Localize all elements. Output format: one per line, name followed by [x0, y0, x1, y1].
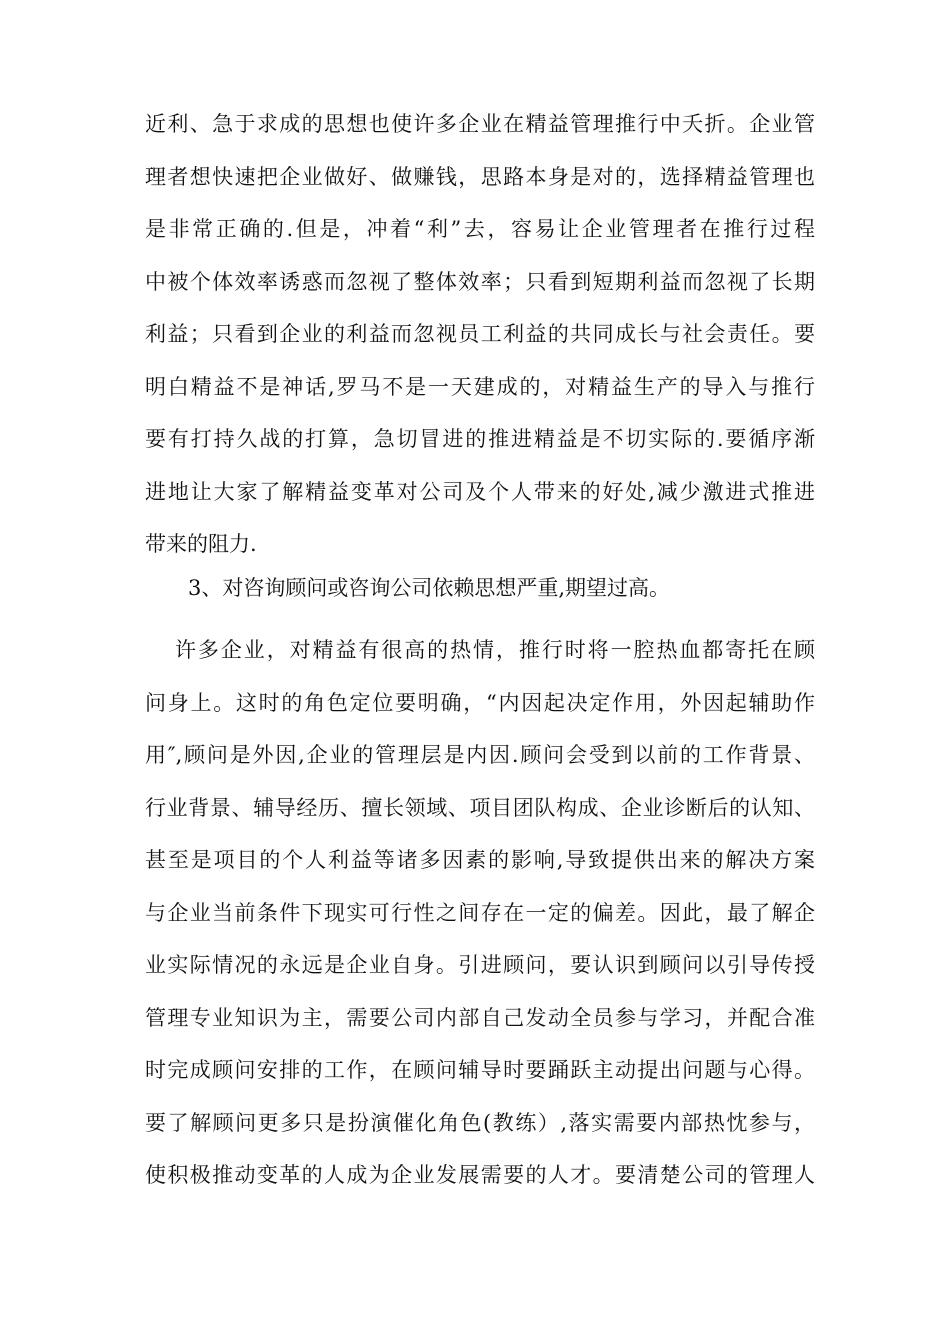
- paragraph-line: 用″,顾问是外因,企业的管理层是内因.顾问会受到以前的工作背景、: [145, 743, 815, 767]
- paragraph-line: 管理专业知识为主，需要公司内部自己发动全员参与学习，并配合准: [145, 1005, 815, 1030]
- paragraph-line: 明白精益不是神话,罗马不是一天建成的，对精益生产的导入与推行: [145, 374, 815, 399]
- paragraph-line: 利益；只看到企业的利益而忽视员工利益的共同成长与社会责任。要: [145, 322, 815, 346]
- paragraph-line: 许多企业，对精益有很高的热情，推行时将一腔热血都寄托在顾: [175, 638, 815, 662]
- paragraph-line: 使积极推动变革的人成为企业发展需要的人才。要清楚公司的管理人: [145, 1163, 815, 1187]
- paragraph-line: 中被个体效率诱惑而忽视了整体效率；只看到短期利益而忽视了长期: [145, 269, 815, 294]
- paragraph-line: 要有打持久战的打算，急切冒进的推进精益是不切实际的.要循序渐: [145, 427, 815, 451]
- paragraph-line: 理者想快速把企业做好、做赚钱，思路本身是对的，选择精益管理也: [145, 164, 815, 189]
- paragraph-line: 近利、急于求成的思想也使许多企业在精益管理推行中夭折。企业管: [145, 112, 815, 136]
- paragraph-line: 业实际情况的永远是企业自身。引进顾问，要认识到顾问以引导传授: [145, 953, 815, 977]
- paragraph-line: 问身上。这时的角色定位要明确，“内因起决定作用，外因起辅助作: [145, 690, 815, 715]
- paragraph-line: 与企业当前条件下现实可行性之间存在一定的偏差。因此，最了解企: [145, 900, 815, 925]
- paragraph-lean-management-pitfalls: [145, 98, 815, 571]
- section-heading: 3、对咨询顾问或咨询公司依赖思想严重,期望过高。: [188, 576, 671, 600]
- paragraph-line: 要了解顾问更多只是扮演催化角色(教练）,落实需要内部热忱参与，: [145, 1110, 815, 1135]
- paragraph-line: 进地让大家了解精益变革对公司及个人带来的好处,减少激进式推进: [145, 479, 815, 504]
- paragraph-line: 带来的阻力.: [145, 532, 257, 556]
- paragraph-consultant-dependence: [145, 624, 815, 1202]
- paragraph-line: 时完成顾问安排的工作，在顾问辅导时要踊跃主动提出问题与心得。: [145, 1058, 815, 1082]
- paragraph-line: 行业背景、辅导经历、擅长领域、项目团队构成、企业诊断后的认知、: [145, 795, 815, 820]
- paragraph-line: 甚至是项目的个人利益等诸多因素的影响,导致提供出来的解决方案: [145, 848, 815, 872]
- paragraph-line: 是非常正确的.但是，冲着“利”去，容易让企业管理者在推行过程: [145, 217, 815, 241]
